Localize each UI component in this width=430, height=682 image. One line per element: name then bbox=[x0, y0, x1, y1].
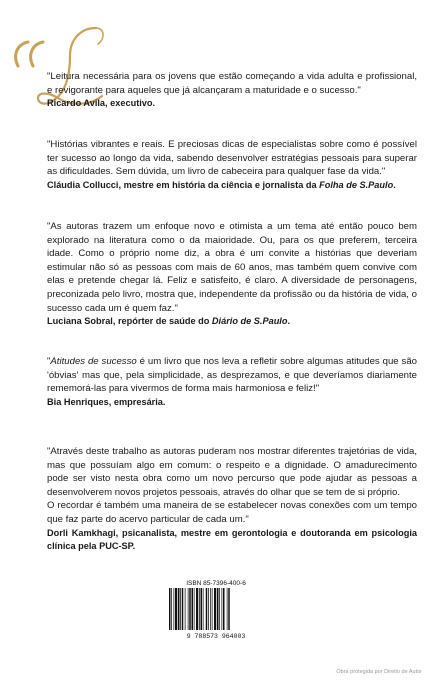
quote-text: "Através deste trabalho as autoras puderam nos mostrar diferentes trajetórias de vida, mas que possuíam algo em comum: o respeito e a dignidade. O amadurecimento pode ser visto nesta obra como um novo percurso que pode ajudar as pessoas a desenvolverem novos projetos pessoais, através do olhar que se tem de si próprio. bbox=[47, 446, 417, 498]
barcode-bar bbox=[185, 588, 186, 630]
barcode-bar bbox=[227, 588, 228, 630]
quote-author: Luciana Sobral, repórter de saúde do Diário de S.Paulo. bbox=[47, 316, 291, 327]
quote-text-continued: O recordar é também uma maneira de se estabelecer novas conexões com um tempo que faz parte do acervo particular de cada um." bbox=[47, 500, 417, 525]
quote-author: Cláudia Collucci, mestre em história da ciência e jornalista da Folha de S.Paulo. bbox=[47, 179, 396, 190]
barcode-bar bbox=[189, 588, 191, 630]
testimonial-bia-henriques bbox=[47, 355, 417, 409]
barcode-bar bbox=[180, 588, 181, 630]
barcode-bar bbox=[182, 588, 184, 630]
barcode-bar bbox=[203, 588, 204, 630]
barcode-bar bbox=[219, 588, 220, 630]
barcode-bar bbox=[222, 588, 223, 630]
testimonial-ricardo-avila bbox=[47, 70, 417, 111]
footer-note: Obra protegida por Direito de Autor bbox=[336, 669, 422, 675]
barcode-bar bbox=[169, 588, 171, 630]
isbn-barcode bbox=[165, 578, 267, 640]
testimonial-dorli-kamkhagi bbox=[47, 445, 417, 554]
barcode-bar bbox=[228, 588, 230, 630]
barcode-bar bbox=[175, 588, 177, 630]
barcode-bar bbox=[171, 588, 172, 630]
barcode-bar bbox=[212, 588, 213, 630]
testimonial-luciana-sobral bbox=[47, 220, 417, 329]
quote-text: "Leitura necessária para os jovens que estão começando a vida adulta e profissional, e revigorante para aqueles que já alcançaram a maturidade e o sucesso." bbox=[47, 71, 417, 96]
barcode-bar bbox=[223, 588, 225, 630]
barcode-bar bbox=[199, 588, 200, 630]
barcode-bars bbox=[169, 588, 230, 630]
barcode-bar bbox=[206, 588, 208, 630]
barcode-bar bbox=[201, 588, 203, 630]
barcode-digits: 9 788573 964003 bbox=[186, 633, 246, 640]
testimonial-claudia-collucci bbox=[47, 138, 417, 192]
barcode-bar bbox=[214, 588, 216, 630]
barcode-bar bbox=[188, 588, 189, 630]
quote-author: Ricardo Avila, executivo. bbox=[47, 98, 156, 109]
barcode-bar bbox=[217, 588, 219, 630]
barcode-bar bbox=[178, 588, 180, 630]
barcode-bar bbox=[194, 588, 195, 630]
quote-author: Dorli Kamkhagi, psicanalista, mestre em gerontologia e doutoranda em psicologia clínica pela PUC-SP. bbox=[47, 527, 417, 552]
barcode-bar bbox=[192, 588, 194, 630]
barcode-bar bbox=[196, 588, 198, 630]
quote-text: "Atitudes de sucesso é um livro que nos leva a refletir sobre algumas atitudes que são 'óbvias' mas que, pela simplicidade, as desprezamos, e que deveríamos diariamente rememorá-las para vivermos de forma mais harmoniosa e feliz!" bbox=[47, 356, 417, 395]
quote-author: Bia Henriques, empresária. bbox=[47, 396, 166, 407]
barcode-bar bbox=[208, 588, 209, 630]
barcode-bar bbox=[210, 588, 211, 630]
quote-text: "Histórias vibrantes e reais. E preciosas dicas de especialistas sobre como é possível ter sucesso ao longo da vida, sabendo desenvolver estratégias pessoais para superar as dificuldades. Sem dúvida, um livro de cabeceira para qualquer fase da vida." bbox=[47, 139, 417, 178]
barcode-bar bbox=[174, 588, 175, 630]
isbn-label: ISBN 85-7396-400-6 bbox=[186, 580, 246, 587]
quote-text: "As autoras trazem um enfoque novo e otimista a um tema até então pouco bem explorado na literatura como o da maioridade. Ou, para os que preferem, terceira idade. Como o próprio nome diz, a obra é um convite a histórias que deveriam estimular não só as pessoas com mais de 60 anos, mas também quem convive com elas e pretende chegar lá. Feliz e satisfeito, é claro. A diversidade de personagens, preconizada pelo livro, mostra que, independente da profissão ou da história de vida, o sucesso cada um é quem faz." bbox=[47, 221, 417, 314]
